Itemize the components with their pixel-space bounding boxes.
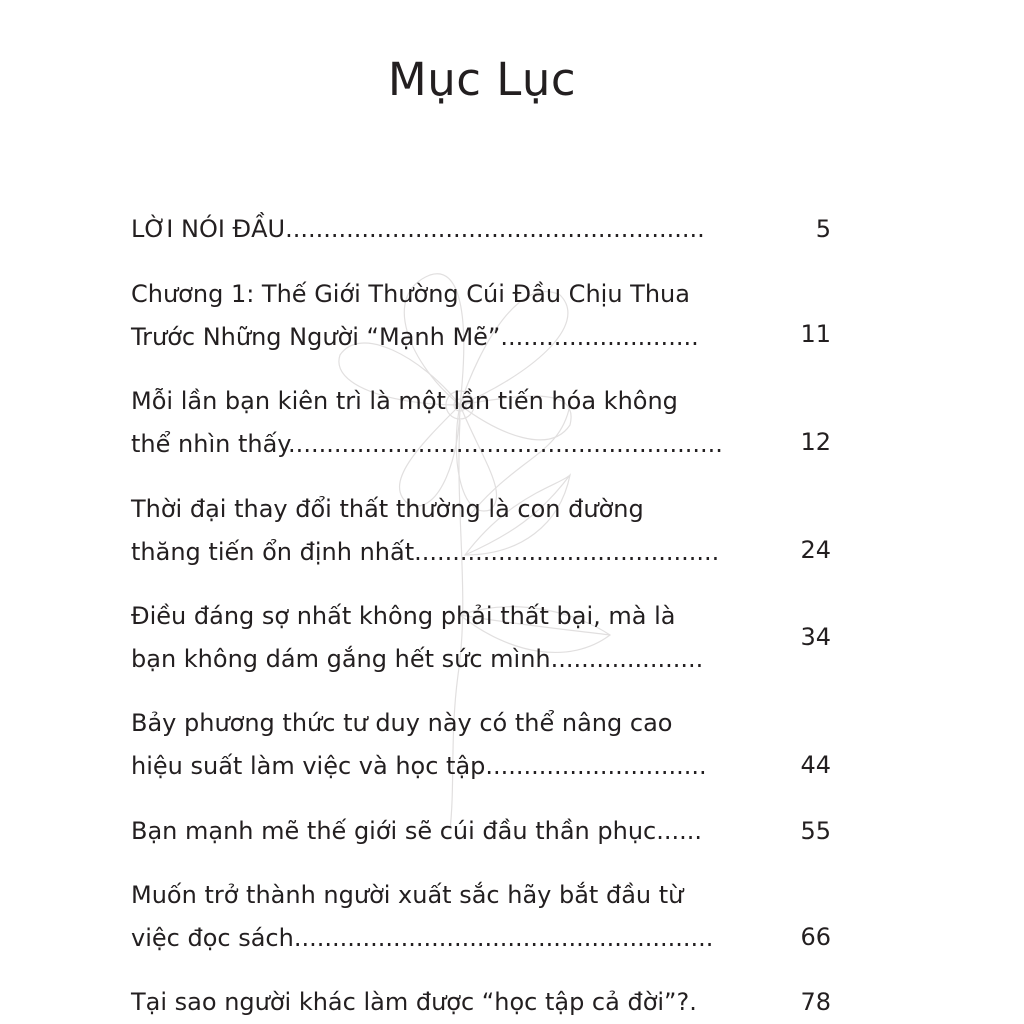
toc-entry-page: 78: [800, 988, 831, 1016]
toc-entry-page: 12: [800, 428, 831, 456]
toc-entry-page: 55: [800, 817, 831, 845]
toc-entry-page: 34: [800, 623, 831, 651]
toc-entry-title: Chương 1: Thế Giới Thường Cúi Đầu Chịu Thua Trước Những Người “Mạnh Mẽ”..........................: [131, 280, 699, 351]
toc-entry-title: Thời đại thay đổi thất thường là con đường thăng tiến ổn định nhất........................................: [131, 495, 720, 566]
toc-entry-title: Bảy phương thức tư duy này có thể nâng cao hiệu suất làm việc và học tập.............................: [131, 709, 707, 780]
toc-entry-page: 11: [800, 320, 831, 348]
toc-entry-title: Mỗi lần bạn kiên trì là một lần tiến hóa không thể nhìn thấy.........................................................: [131, 387, 723, 458]
table-of-contents: [131, 0, 851, 1024]
toc-entry-title: Điều đáng sợ nhất không phải thất bại, mà là bạn không dám gắng hết sức mình....................: [131, 602, 704, 673]
toc-entry-page: 24: [800, 536, 831, 564]
toc-entry-page: 44: [800, 751, 831, 779]
toc-entry-title: Bạn mạnh mẽ thế giới sẽ cúi đầu thần phục......: [131, 817, 702, 845]
toc-entry-page: 5: [815, 215, 831, 243]
toc-entry-title: Tại sao người khác làm được “học tập cả đời”?.: [131, 988, 697, 1016]
toc-entry-title: Muốn trở thành người xuất sắc hãy bắt đầu từ việc đọc sách.......................................................: [131, 881, 714, 952]
toc-entry-page: 66: [800, 923, 831, 951]
page-title: Mục Lục: [387, 53, 577, 107]
toc-entry-title: LỜI NÓI ĐẦU.......................................................: [131, 215, 705, 243]
